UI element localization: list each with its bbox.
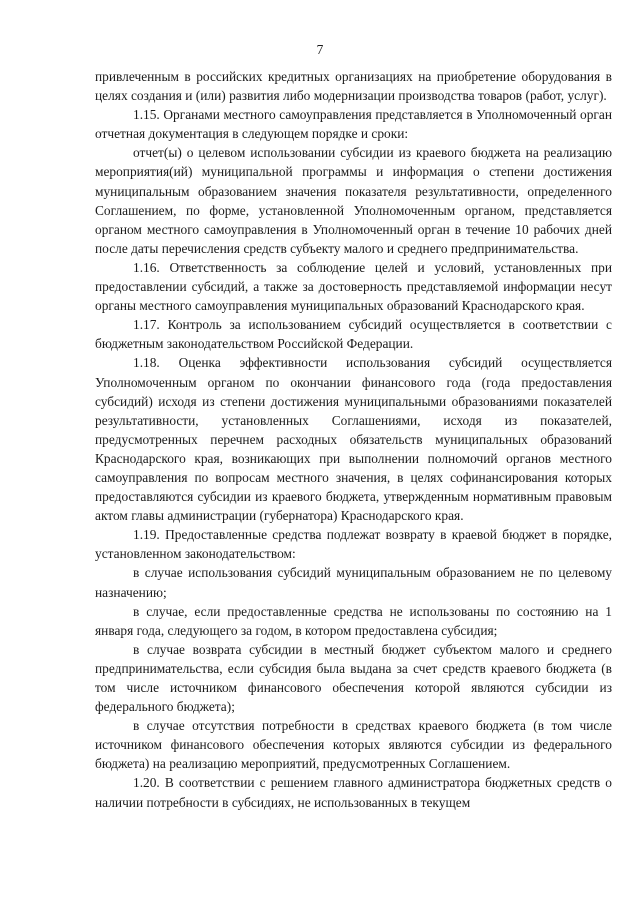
paragraph-1-17: 1.17. Контроль за использованием субсидий осуществляется в соответствии с бюджетным законодательством Российской Федерации.	[95, 317, 612, 352]
paragraph-return-case-refund: в случае возврата субсидии в местный бюджет субъектом малого и среднего предпринимательства, если субсидия была выдана за счет средств краевого бюджета (в том числе источником финансового обеспечения которой являются субсидии из федерального бюджета);	[95, 641, 612, 715]
page-number: 7	[316, 42, 324, 57]
paragraph-return-case-unused: в случае, если предоставленные средства не использованы по состоянию на 1 января года, следующего за годом, в котором предоставлена субсидия;	[95, 603, 612, 638]
paragraph-return-case-misuse: в случае использования субсидий муниципальным образованием не по целевому назначению;	[95, 565, 612, 600]
paragraph-report-requirements: отчет(ы) о целевом использовании субсидии из краевого бюджета на реализацию мероприятия(ий) муниципальной программы и информация о степени достижения муниципальным образованием значения показателя результативности, определенного Соглашением, по форме, установленной Уполномоченным органом, представляется органом местного самоуправления в Уполномоченный орган в течение 10 рабочих дней после даты перечисления средств субъекту малого и среднего предпринимательства.	[95, 145, 612, 256]
paragraph-1-19: 1.19. Предоставленные средства подлежат возврату в краевой бюджет в порядке, установленном законодательством:	[95, 527, 612, 562]
paragraph-1-16: 1.16. Ответственность за соблюдение целей и условий, установленных при предоставлении субсидий, а также за достоверность представляемой информации несут органы местного самоуправления муниципальных образований Краснодарского края.	[95, 259, 612, 314]
document-body	[95, 67, 612, 812]
paragraph-1-18: 1.18. Оценка эффективности использования субсидий осуществляется Уполномоченным органом по окончании финансового года (года предоставления субсидий) исходя из степени достижения муниципальными образованиями показателей результативности, установленных Соглашениями, исходя из показателей, предусмотренных перечнем расходных обязательств муниципальных образований Краснодарского края, возникающих при выполнении полномочий органов местного самоуправления по вопросам местного значения, в целях софинансирования которых предоставляются субсидии из краевого бюджета, утвержденным нормативным правовым актом главы администрации (губернатора) Краснодарского края.	[95, 355, 612, 524]
paragraph-continuation: привлеченным в российских кредитных организациях на приобретение оборудования в целях создания и (или) развития либо модернизации производства товаров (работ, услуг).	[95, 69, 612, 104]
paragraph-1-20: 1.20. В соответствии с решением главного администратора бюджетных средств о наличии потребности в субсидиях, не использованных в текущем	[95, 775, 612, 810]
paragraph-return-case-no-need: в случае отсутствия потребности в средствах краевого бюджета (в том числе источником финансового обеспечения которых являются субсидии из федерального бюджета) на реализацию мероприятий, предусмотренных Соглашением.	[95, 718, 612, 772]
paragraph-1-15: 1.15. Органами местного самоуправления представляется в Уполномоченный орган отчетная документация в следующем порядке и сроки:	[95, 107, 612, 142]
